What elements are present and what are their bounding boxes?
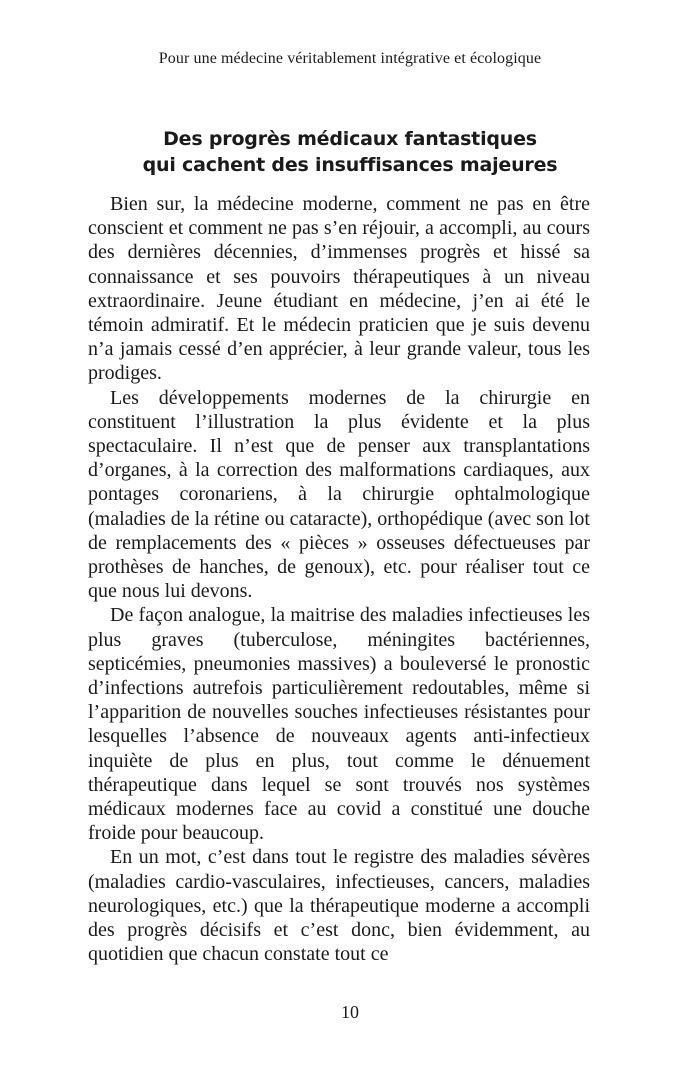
paragraph-3: De façon analogue, la maitrise des maladies infectieuses les plus graves (tuberculose, méningites bactériennes, septicémies, pneumonies massives) a bouleversé le pronostic d’infections autrefois particulièrement redoutables, même si l’apparition de nouvelles souches infectieuses résistantes pour lesquelles l’absence de nouveaux agents anti-infectieux inquiète de plus en plus, tout comme le dénuement thérapeutique dans lequel se sont trouvés nos systèmes médicaux modernes face au covid a constitué une douche froide pour beaucoup. (88, 604, 590, 845)
paragraph-1: Bien sur, la médecine moderne, comment ne pas en être conscient et comment ne pas s’en réjouir, a accompli, au cours des dernières décennies, d’immenses progrès et hissé sa connaissance et ses pouvoirs thérapeutiques à un niveau extraordinaire. Jeune étudiant en médecine, j’en ai été le témoin admiratif. Et le médecin praticien que je suis devenu n’a jamais cessé d’en apprécier, à leur grande valeur, tous les prodiges. (88, 193, 590, 385)
page-number: 10 (341, 1002, 359, 1022)
running-header: Pour une médecine véritablement intégrative et écologique (158, 50, 542, 67)
paragraph-4: En un mot, c’est dans tout le registre des maladies sévères (maladies cardio-vasculaires, infectieuses, cancers, maladies neurologiques, etc.) que la thérapeutique moderne a accompli des progrès décisifs et c’est donc, bien évidemment, au quotidien que chacun constate tout ce (88, 846, 590, 966)
body-text (88, 192, 590, 967)
chapter-title (100, 126, 600, 178)
chapter-title-line-1: Des progrès médicaux fantastiques (163, 128, 537, 150)
paragraph-2: Les développements modernes de la chirurgie en constituent l’illustration la plus évidente et la plus spectaculaire. Il n’est que de penser aux transplantations d’organes, à la correction des malformations cardiaques, aux pontages coronariens, à la chirurgie ophtalmologique (maladies de la rétine ou cataracte), orthopédique (avec son lot de remplacements des « pièces » osseuses défectueuses par prothèses de hanches, de genoux), etc. pour réaliser tout ce que nous lui devons. (88, 386, 590, 603)
chapter-title-line-2: qui cachent des insuffisances majeures (142, 154, 558, 176)
